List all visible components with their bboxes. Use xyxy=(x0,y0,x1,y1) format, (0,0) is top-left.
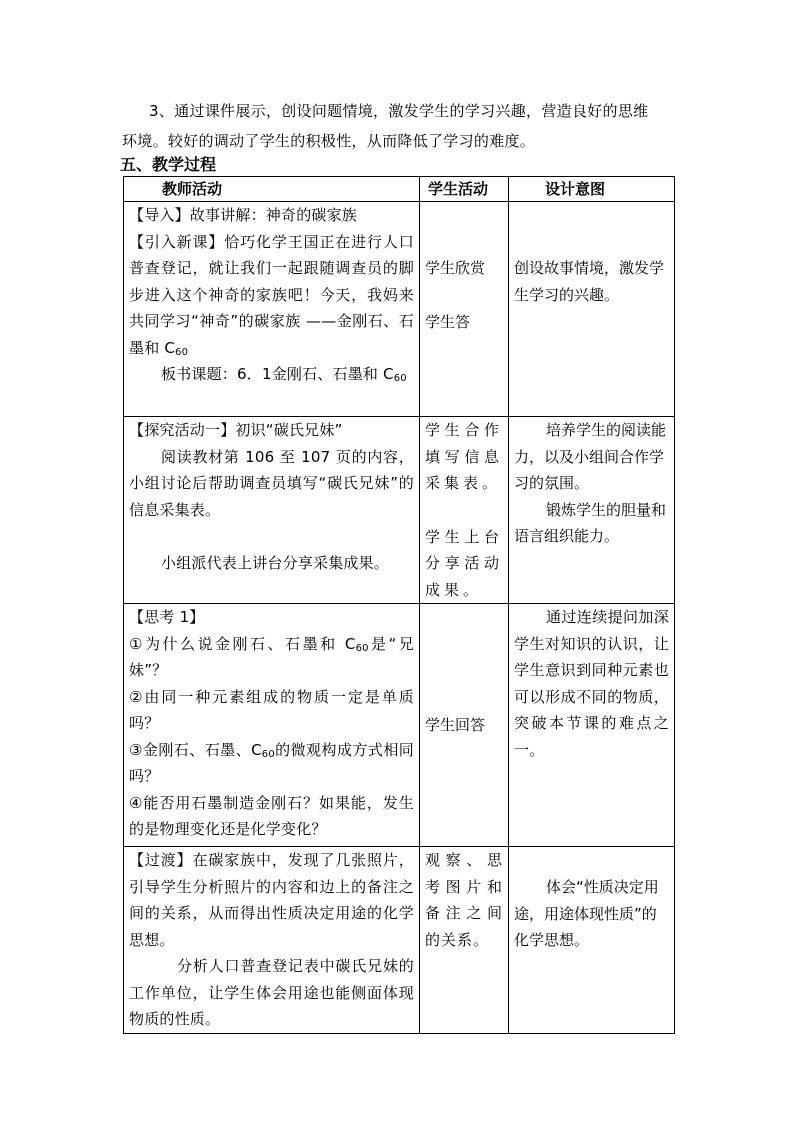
row3-question-3a: ③金刚石、石墨、C xyxy=(129,740,262,759)
row3-question-4: ④能否用石墨制造金刚石？如果能，发生的是物理变化还是化学变化？ xyxy=(129,793,414,838)
row3-question-1b: 是“兄妹”？ xyxy=(129,634,414,679)
design-intent-cell xyxy=(509,847,675,1034)
header-student-activity: 学生活动 xyxy=(420,177,509,202)
design-intent-cell xyxy=(509,202,675,417)
row4-transition-text: 【过渡】在碳家族中，发现了几张照片，引导学生分析照片的内容和边上的备注之间的关系，从而得出性质决定用途的化学思想。 xyxy=(129,851,414,949)
row2-share-text: 小组派代表上讲台分享采集成果。 xyxy=(161,554,390,572)
row2-design-intent-1: 培养学生的阅读能力，以及小组间合作学习的氛围。 xyxy=(514,421,667,492)
intro-line-2: 环境。较好的调动了学生的积极性，从而降低了学习的难度。 xyxy=(122,132,536,150)
table-row xyxy=(124,417,675,604)
row4-analysis-text: 分析人口普查登记表中碳氏兄妹的工作单位，让学生体会用途也能侧面体现物质的性质。 xyxy=(129,957,414,1028)
row3-question-3b: 的微观构成方式相同吗？ xyxy=(129,740,414,785)
teacher-activity-cell xyxy=(124,604,420,847)
row1-new-lesson-text: 【引入新课】恰巧化学王国正在进行人口普查登记，就让我们一起跟随调查员的脚步进入这个神奇的家族吧！今天，我妈来共同学习“神奇”的碳家族 ——金刚石、石墨和 C xyxy=(129,232,414,357)
row4-design-intent: 体会“性质决定用途，用途体现性质”的化学思想。 xyxy=(514,878,659,949)
student-activity-cell xyxy=(420,847,509,1034)
row3-design-intent: 通过连续提问加深学生对知识的认识，让学生意识到同种元素也可以形成不同的物质，突破本节课的难点之一。 xyxy=(514,608,669,759)
row2-read-text: 阅读教材第 106 至 107 页的内容，小组讨论后帮助调查员填写“碳氏兄妹”的信息采集表。 xyxy=(129,447,414,519)
row1-student-enjoy: 学生欣赏 xyxy=(425,259,486,277)
teacher-activity-cell xyxy=(124,847,420,1034)
table-row xyxy=(124,202,675,417)
row3-q3-c60-subscript: 60 xyxy=(261,748,275,760)
student-activity-cell xyxy=(420,604,509,847)
design-intent-cell xyxy=(509,604,675,847)
row3-think-title: 【思考 1】 xyxy=(129,608,205,626)
section-title: 五、教学过程 xyxy=(120,155,217,174)
row4-student-observe: 观察、思考图片和备注之间的关系。 xyxy=(425,851,503,949)
lesson-process-table xyxy=(123,176,675,1034)
row3-question-2: ②由同一种元素组成的物质一定是单质吗？ xyxy=(129,687,414,732)
row1-c60-subscript: 60 xyxy=(175,346,189,358)
row1-board-title: 板书课题：6．1金刚石、石墨和 C xyxy=(161,365,394,383)
intro-line-1: 3、通过课件展示，创设问题情境，激发学生的学习兴趣，营造良好的思维 xyxy=(149,102,649,120)
table-row xyxy=(124,604,675,847)
header-teacher-activity: 教师活动 xyxy=(124,177,420,202)
row3-question-1a: ①为什么说金刚石、石墨和 C xyxy=(129,634,356,653)
table-row xyxy=(124,847,675,1034)
row2-student-share: 学生上台分享活动成果。 xyxy=(425,527,503,599)
teacher-activity-cell xyxy=(124,417,420,604)
row2-explore-title: 【探究活动一】初识“碳氏兄妹” xyxy=(129,421,343,439)
row1-intro-text: 【导入】故事讲解：神奇的碳家族 xyxy=(129,206,358,224)
row2-student-fill: 学生合作填写信息采集表。 xyxy=(425,421,503,492)
row2-design-intent-2: 锻炼学生的胆量和语言组织能力。 xyxy=(514,500,667,545)
table-header-row xyxy=(124,177,675,202)
teacher-activity-cell xyxy=(124,202,420,417)
row3-q1-c60-subscript: 60 xyxy=(355,642,369,654)
row3-student-answer: 学生回答 xyxy=(425,715,486,734)
student-activity-cell xyxy=(420,417,509,604)
row1-student-answer: 学生答 xyxy=(425,312,471,331)
intro-paragraph xyxy=(122,96,678,156)
header-design-intent: 设计意图 xyxy=(509,177,675,202)
design-intent-cell xyxy=(509,417,675,604)
student-activity-cell xyxy=(420,202,509,417)
row1-design-intent: 创设故事情境，激发学生学习的兴趣。 xyxy=(514,259,665,304)
row1-board-c60-subscript: 60 xyxy=(393,373,407,384)
